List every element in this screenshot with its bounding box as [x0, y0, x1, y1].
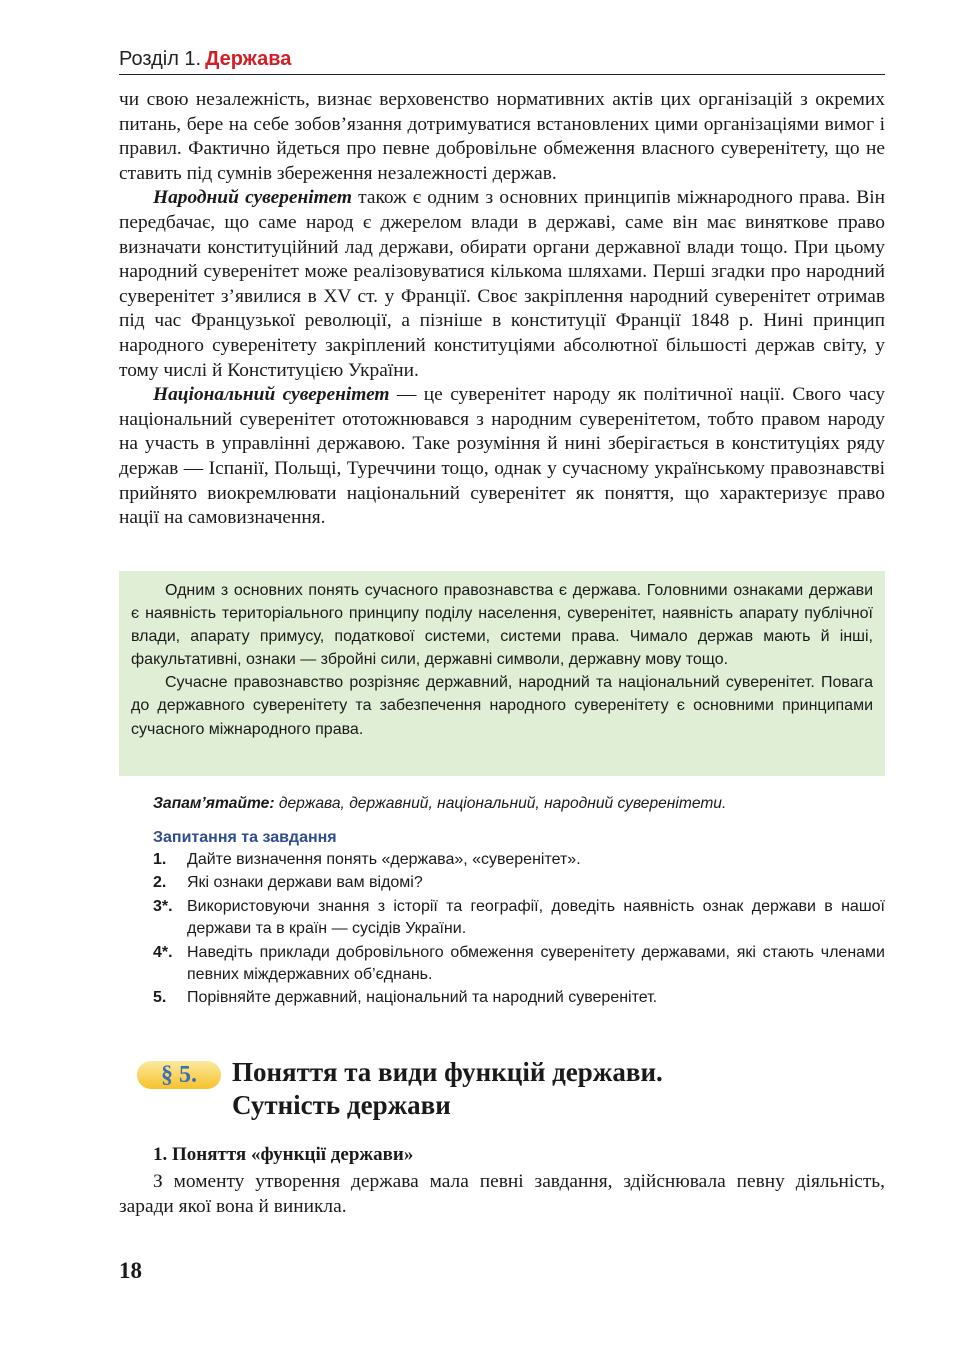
question-number: 1.	[153, 851, 167, 868]
section-number: § 5.	[161, 1062, 197, 1088]
body-paragraphs	[119, 88, 885, 531]
summary-paragraph-2: Сучасне правознавство розрізняє державний, народний та національний суверенітет. Повага до державного суверенітету та забезпечення народного суверенітету є основними принципами сучасного міжнародного права.	[131, 674, 873, 738]
question-item	[153, 849, 885, 871]
term-popular-sovereignty: Народний суверенітет	[153, 187, 352, 209]
remember-label: Запам’ятайте:	[153, 795, 275, 812]
section-number-badge	[137, 1061, 221, 1089]
paragraph-2-text: також є одним з основних принципів міжнародного права. Він передбачає, що саме народ є джерелом влади в державі, саме він має виняткове право визначати конституційний лад держави, обирати органи державної влади тощо. При цьому народний суверенітет може реалізовуватися кількома шляхами. Перші згадки про народний суверенітет з’явилися в XV ст. у Франції. Своє закріплення народний суверенітет отримав під час Французької революції, а пізніше в конституції Франції 1848 р. Нині принцип народного суверенітету закріплений конституціями абсолютної більшості держав світу, у тому числі й Конституцією України.	[119, 187, 885, 381]
summary-paragraph-1: Одним з основних понять сучасного правознавства є держава. Головними ознаками держави є наявність територіального принципу поділу населення, суверенітет, наявність апарату публічної влади, апарату примусу, податкової системи, системи права. Чимало держав мають й інші, факультативні, ознаки — збройні сили, державні символи, державну мову тощо.	[131, 582, 873, 669]
question-number: 3*.	[153, 897, 173, 915]
remember-terms: держава, державний, національний, народний суверенітети.	[274, 795, 727, 812]
page-number: 18	[119, 1258, 142, 1283]
question-item	[153, 987, 885, 1009]
subsection-title: 1. Поняття «функції держави»	[153, 1144, 414, 1165]
section-title	[232, 1056, 882, 1122]
question-number: 5.	[153, 989, 167, 1007]
paragraph-3	[119, 383, 885, 531]
question-text: Які ознаки держави вам відомі?	[187, 874, 423, 892]
questions-title: Запитання та завдання	[153, 829, 337, 846]
question-item	[153, 896, 885, 941]
running-header	[119, 46, 885, 75]
section-title-line-2: Сутність держави	[232, 1090, 451, 1120]
section-title-line-1: Поняття та види функцій держави.	[232, 1057, 663, 1087]
subsection-paragraph: З моменту утворення держава мала певні завдання, здійснювала певну діяльність, заради якої вона й виникла.	[119, 1171, 885, 1217]
question-item	[153, 942, 885, 987]
question-item	[153, 872, 885, 894]
question-number: 2.	[153, 874, 167, 892]
subsection-body	[119, 1170, 885, 1219]
question-text: Наведіть приклади добровільного обмеження суверенітету державами, які стають членами певних міждержавних об’єднань.	[187, 943, 885, 984]
paragraph-1: чи свою незалежність, визнає верховенство нормативних актів цих організацій з окремих питань, бере на себе зобов’язання дотримуватися встановлених цими організаціями вимог і правил. Фактично йдеться про певне добровільне обмеження власного суверенітету, що не ставить під сумнів збереження незалежності держав.	[119, 89, 885, 184]
header-title: Держава	[205, 48, 292, 70]
question-text: Використовуючи знання з історії та географії, доведіть наявність ознак держави в нашої держави та в країн — сусідів України.	[187, 897, 885, 938]
header-section: Розділ 1.	[119, 48, 202, 70]
question-number: 4*.	[153, 943, 173, 961]
questions-list	[153, 849, 885, 1011]
remember-line	[153, 793, 885, 815]
question-text: Порівняйте державний, національний та народний суверенітет.	[187, 989, 658, 1007]
paragraph-3-text: — це суверенітет народу як політичної нації. Свого часу національний суверенітет ототожнювався з народним суверенітетом, тобто правом народу на участь в управлінні державою. Таке розуміння й нині зберігається в конституціях ряду держав — Іспанії, Польщі, Туреччини тощо, однак у сучасному українському правознавстві прийнято виокремлювати національний суверенітет як поняття, що характеризує право нації на самовизначення.	[119, 384, 885, 529]
term-national-sovereignty: Національний суверенітет	[153, 384, 390, 406]
question-text: Дайте визначення понять «держава», «суверенітет».	[187, 851, 581, 868]
paragraph-2	[119, 186, 885, 383]
summary-box	[119, 571, 885, 776]
